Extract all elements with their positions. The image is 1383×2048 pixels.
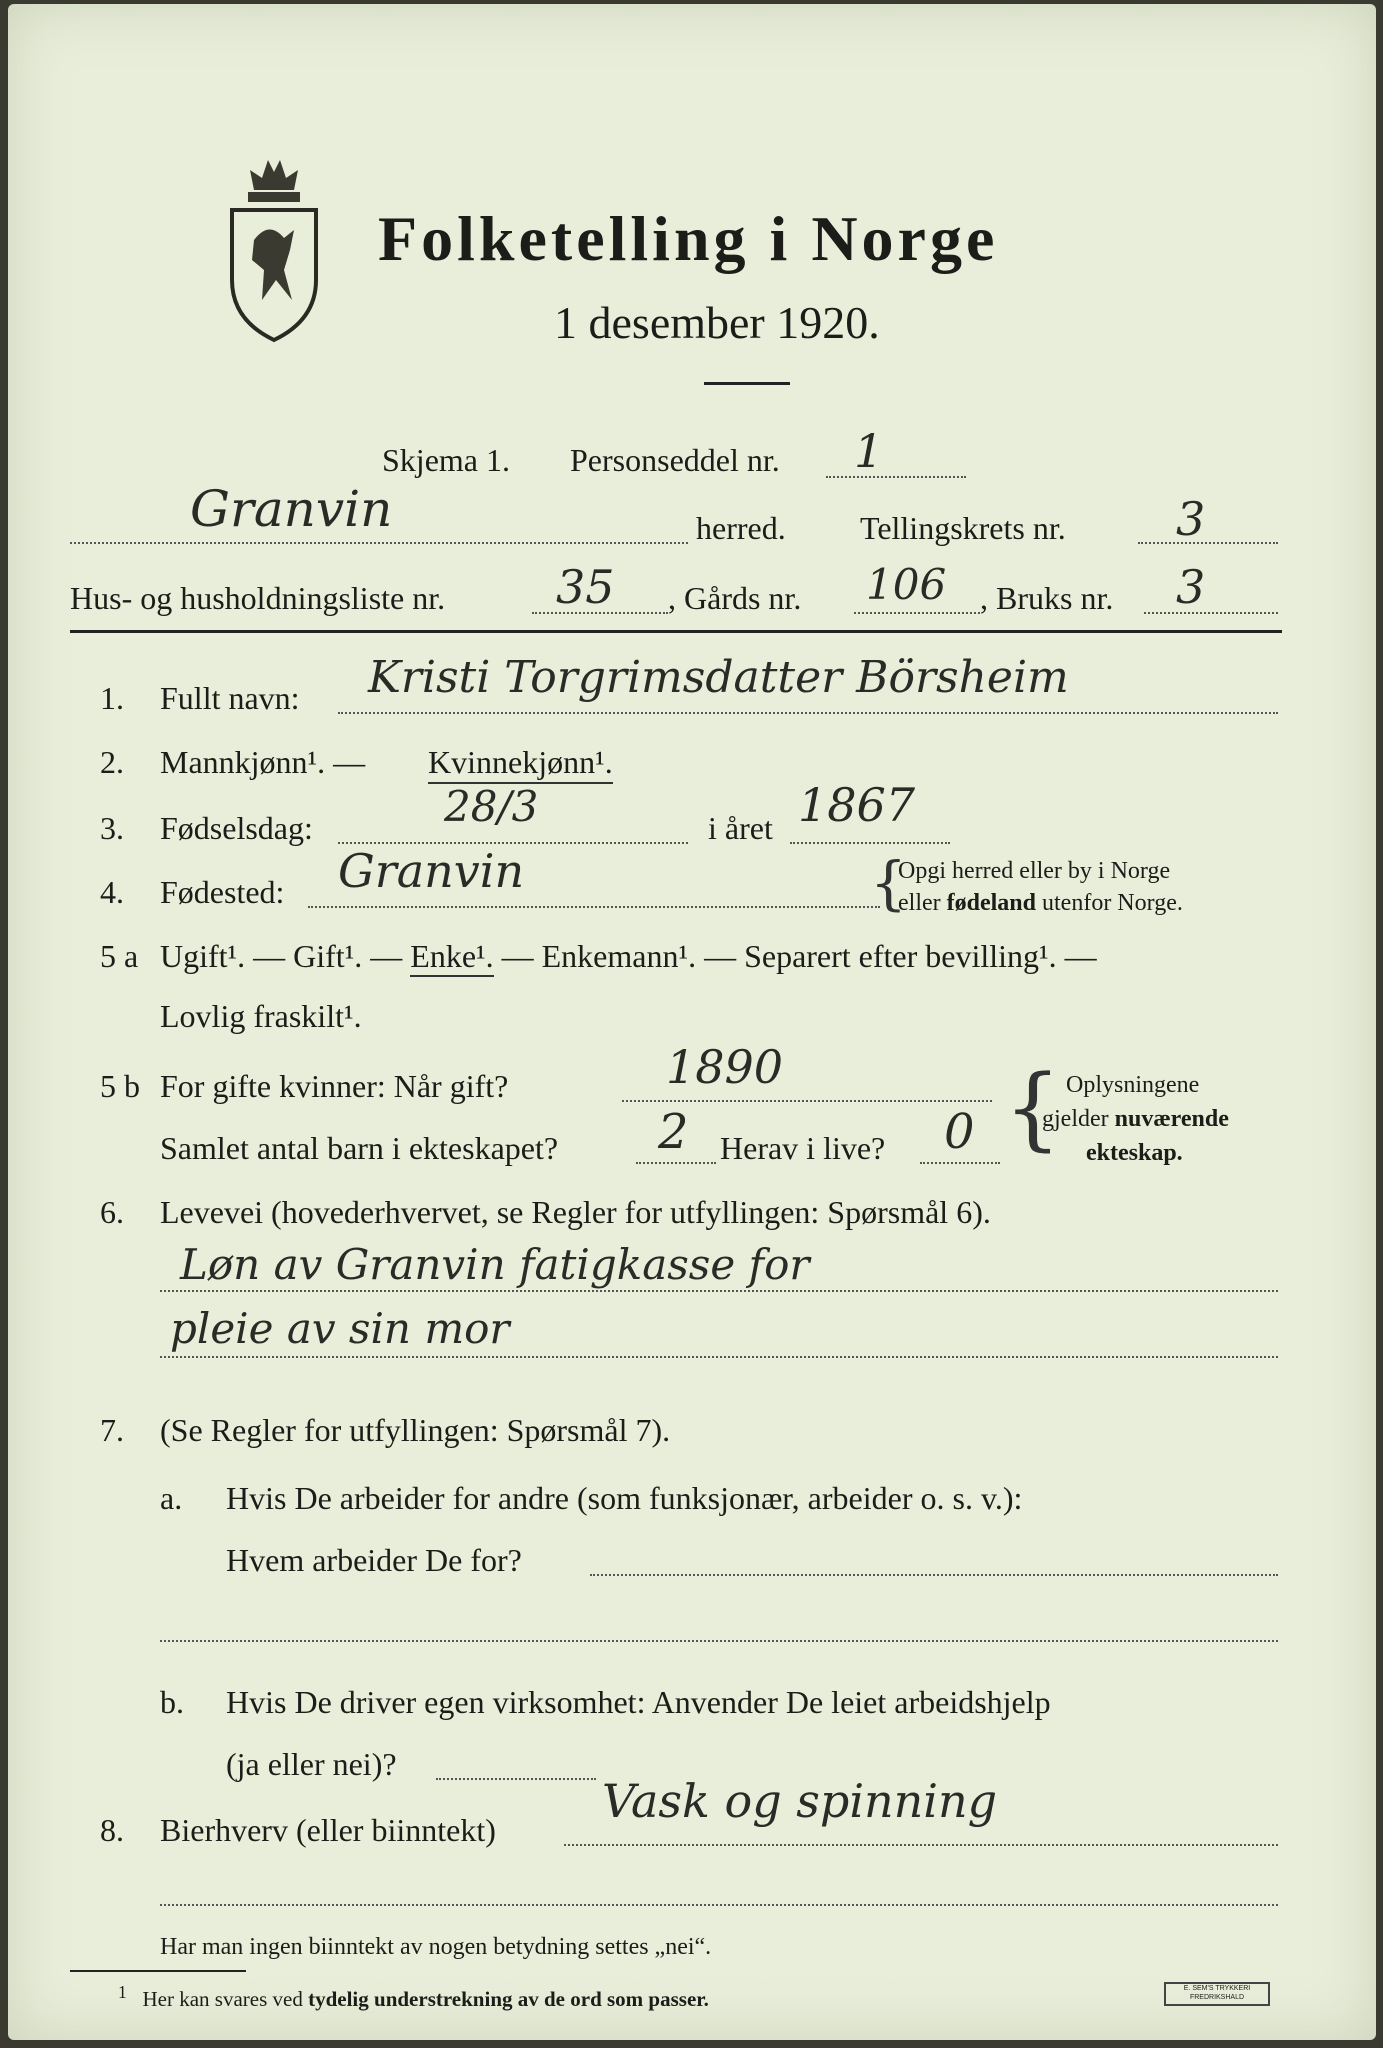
herred-line: [70, 542, 688, 544]
q5b-line1: [622, 1100, 992, 1102]
form-title: Folketelling i Norge: [378, 203, 999, 274]
herred-label: herred.: [696, 510, 786, 546]
q5a-text-a[interactable]: Ugift¹. — Gift¹. —: [160, 938, 403, 974]
q4-line: [308, 906, 880, 908]
personseddel-label: Personseddel nr.: [570, 442, 780, 478]
census-date: 1 desember 1920.: [554, 297, 880, 348]
q7b-letter: b.: [160, 1684, 184, 1720]
q5b-label3: Herav i live?: [720, 1130, 886, 1166]
q7a-text: Hvis De arbeider for andre (som funksjonær, arbeider o. s. v.):: [226, 1480, 1023, 1516]
q4-label: Fødested:: [160, 874, 285, 910]
q5b-note2a: gjelder: [1042, 1106, 1115, 1132]
q5b-note2: [1042, 1106, 1229, 1133]
personseddel-line: [826, 476, 966, 478]
q7-label: (Se Regler for utfyllingen: Spørsmål 7).: [160, 1412, 671, 1448]
coat-of-arms-icon: [224, 150, 324, 346]
q4-brace: {: [870, 849, 907, 917]
q3-year-label: i året: [708, 810, 773, 846]
footnote-text-a: Her kan svares ved: [142, 1987, 309, 2011]
bruks-value[interactable]: 3: [1176, 560, 1206, 614]
q3-day-value[interactable]: 28/3: [444, 782, 539, 831]
q7b-text: Hvis De driver egen virksomhet: Anvender De leiet arbeidshjelp: [226, 1684, 1051, 1720]
q2-mann[interactable]: Mannkjønn¹. —: [160, 744, 366, 780]
q5b-note2b: nuværende: [1114, 1106, 1229, 1132]
hus-value[interactable]: 35: [556, 560, 615, 614]
gards-value[interactable]: 106: [866, 560, 947, 609]
census-form: [8, 4, 1376, 2040]
bruks-line: [1144, 612, 1278, 614]
q5b-value3[interactable]: 0: [944, 1104, 975, 1160]
q6-line1: [160, 1290, 1278, 1292]
q3-number: 3.: [100, 810, 124, 846]
q8-value[interactable]: Vask og spinning: [602, 1774, 998, 1828]
q5b-line3: [920, 1162, 1000, 1164]
q1-label: Fullt navn:: [160, 680, 300, 716]
q3-year-value[interactable]: 1867: [798, 778, 916, 832]
q1-line: [338, 712, 1278, 714]
q7b-text2: (ja eller nei)?: [226, 1746, 397, 1782]
q4-value[interactable]: Granvin: [338, 844, 525, 898]
q7a-text2: Hvem arbeider De for?: [226, 1542, 522, 1578]
q5b-note3: ekteskap.: [1086, 1140, 1183, 1166]
tellingskrets-line: [1138, 542, 1278, 544]
header-rule: [70, 630, 1282, 633]
q5b-line2: [636, 1162, 716, 1164]
q7a-answer-line2[interactable]: [160, 1640, 1278, 1642]
q8-line: [564, 1844, 1278, 1846]
q2-kvinne-selected[interactable]: Kvinnekjønn¹.: [428, 744, 613, 784]
q5b-brace: {: [1004, 1056, 1062, 1161]
q8-number: 8.: [100, 1812, 124, 1848]
q8-line2: [160, 1904, 1278, 1906]
personseddel-value[interactable]: 1: [854, 424, 884, 478]
q4-note-2a: eller: [898, 890, 947, 916]
q7-number: 7.: [100, 1412, 124, 1448]
printer-stamp: E. SEM'S TRYKKERI FREDRIKSHALD: [1164, 1982, 1270, 2006]
herred-value[interactable]: Granvin: [190, 480, 393, 538]
hus-label: Hus- og husholdningsliste nr.: [70, 580, 446, 616]
q6-line2: [160, 1356, 1278, 1358]
footnote: [118, 1982, 709, 2012]
q5a-options: [160, 938, 1097, 975]
q6-value2[interactable]: pleie av sin mor: [170, 1304, 510, 1353]
q5a-number: 5 a: [100, 938, 139, 974]
bruks-label: , Bruks nr.: [980, 580, 1114, 616]
q5b-note1: Oplysningene: [1066, 1072, 1200, 1098]
footnote-number: 1: [118, 1982, 127, 2002]
q7a-answer-line[interactable]: [590, 1574, 1278, 1576]
q2-number: 2.: [100, 744, 124, 780]
gards-label: , Gårds nr.: [668, 580, 802, 616]
q1-value[interactable]: Kristi Torgrimsdatter Börsheim: [368, 652, 1069, 703]
title-divider: [704, 382, 790, 385]
q4-number: 4.: [100, 874, 124, 910]
tellingskrets-value[interactable]: 3: [1176, 492, 1206, 546]
tellingskrets-label: Tellingskrets nr.: [860, 510, 1066, 546]
q7b-answer-line[interactable]: [436, 1778, 596, 1780]
q5b-number: 5 b: [100, 1068, 140, 1104]
q6-number: 6.: [100, 1194, 124, 1230]
q5a-line2[interactable]: Lovlig fraskilt¹.: [160, 998, 362, 1034]
q4-note-line1: Opgi herred eller by i Norge: [898, 858, 1171, 884]
footnote-rule: [70, 1970, 246, 1972]
q5a-enke-selected[interactable]: Enke¹.: [410, 938, 493, 977]
q1-number: 1.: [100, 680, 124, 716]
q6-value1[interactable]: Løn av Granvin fatigkasse for: [180, 1240, 810, 1289]
q6-label: Levevei (hovederhvervet, se Regler for utfyllingen: Spørsmål 6).: [160, 1194, 991, 1230]
no-income-note: Har man ingen biinntekt av nogen betydning settes „nei“.: [160, 1934, 712, 1960]
q4-note-2c: utenfor Norge.: [1036, 890, 1183, 916]
q5b-label2: Samlet antal barn i ekteskapet?: [160, 1130, 559, 1166]
q5a-text-b[interactable]: — Enkemann¹. — Separert efter bevilling¹. —: [501, 938, 1097, 974]
q5b-label1: For gifte kvinner: Når gift?: [160, 1068, 509, 1104]
q8-label: Bierhverv (eller biinntekt): [160, 1812, 496, 1848]
q5b-value2[interactable]: 2: [658, 1104, 689, 1160]
q5b-value1[interactable]: 1890: [666, 1040, 784, 1094]
footnote-text-b: tydelig understrekning av de ord som passer.: [308, 1987, 709, 2011]
gards-line: [854, 612, 980, 614]
q4-note-2b: fødeland: [946, 890, 1036, 916]
q4-note-line2: [898, 890, 1183, 917]
q7a-letter: a.: [160, 1480, 183, 1516]
skjema-label: Skjema 1.: [382, 442, 510, 478]
q3-year-line: [790, 842, 950, 844]
q3-label: Fødselsdag:: [160, 810, 313, 846]
